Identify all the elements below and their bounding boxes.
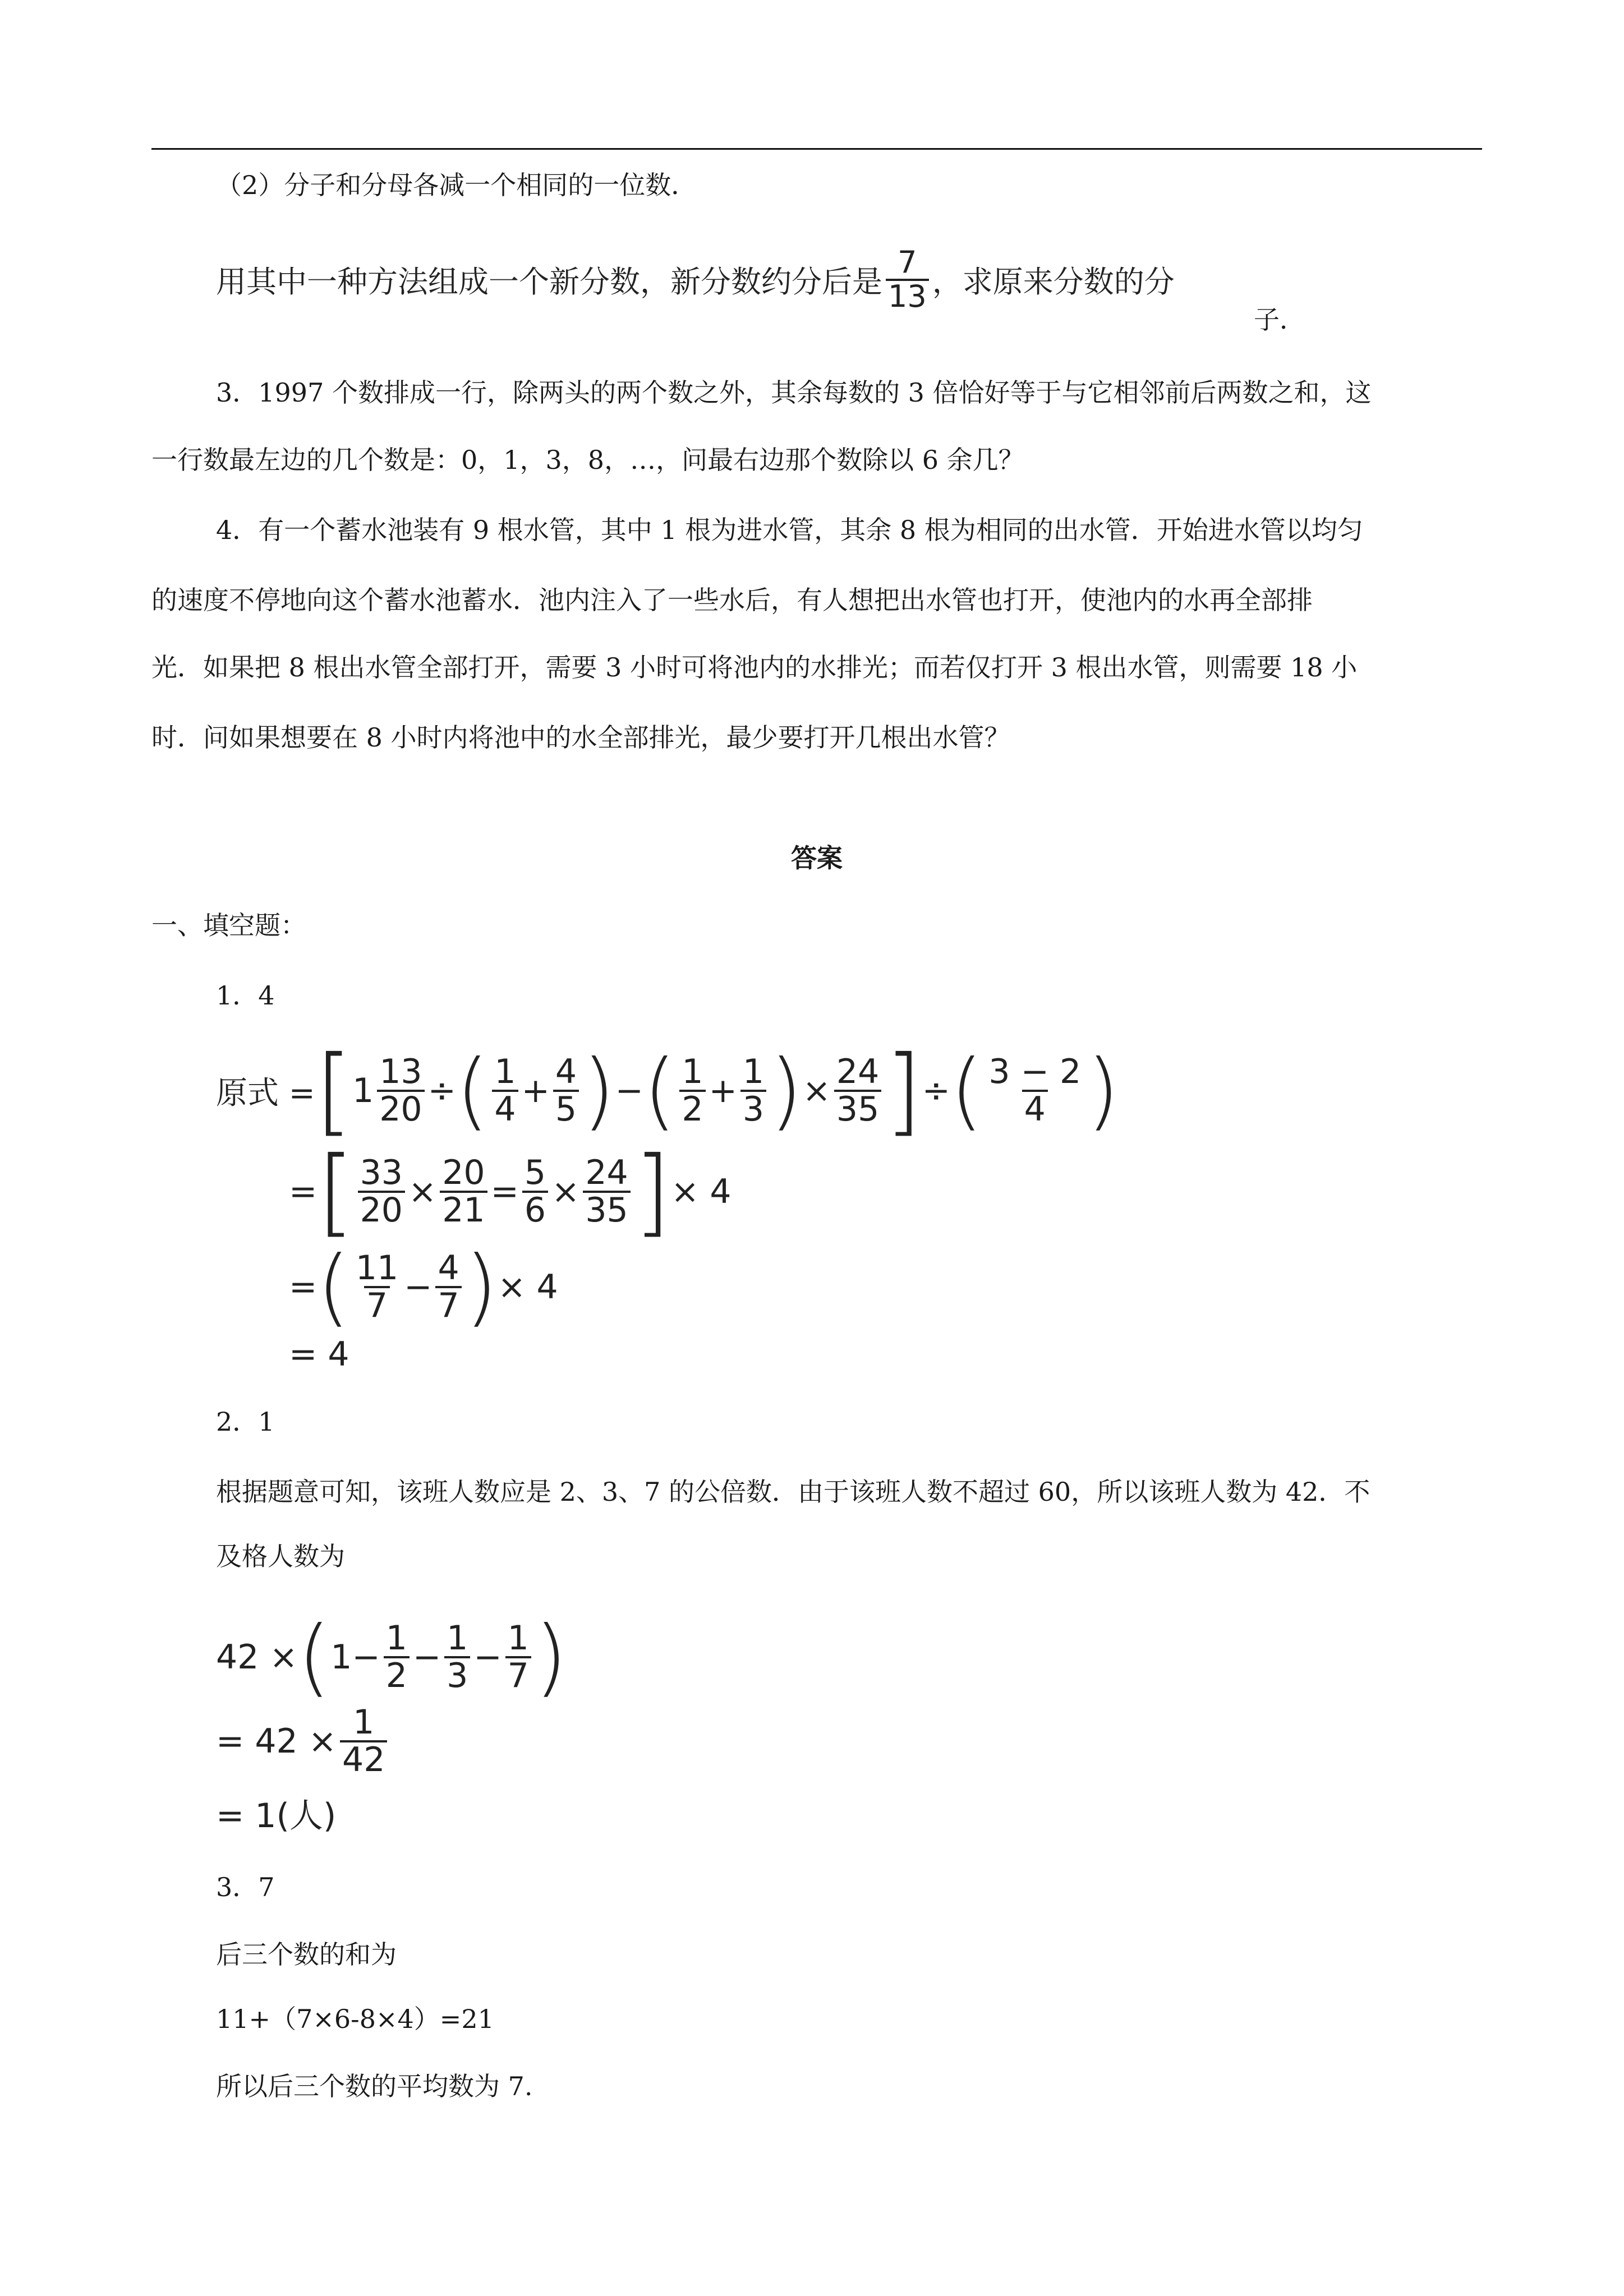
fraction-numerator: 1: [682, 1052, 703, 1091]
fraction-denominator: 5: [553, 1090, 579, 1127]
fraction-denominator: 20: [377, 1090, 424, 1127]
new-fraction-before: 用其中一种方法组成一个新分数，新分数约分后是: [216, 264, 882, 300]
fraction-denominator: 4: [1022, 1090, 1048, 1127]
minus-sign: −: [404, 1267, 433, 1307]
a1-eq1: 原式 = [ 1 $\frac{13}{20}$ ÷ ( $\frac{1}{4}$ + $\frac{4}{5}$ ) − ( $\frac{1}{2}$ + $\frac{1}{3}$ ) × $\frac{24}{35}$ ] ÷ ( $\frac{3 - 2}{4}$ ): [216, 1035, 1120, 1146]
fraction-denominator: 2: [384, 1656, 410, 1694]
header-rule: [151, 148, 1482, 150]
q4-line2: 的速度不停地向这个蓄水池蓄水．池内注入了一些水后，有人想把出水管也打开，使池内的水再全部排: [151, 585, 1313, 615]
a1-eq4: = 4: [289, 1335, 349, 1374]
fraction-denominator: 7: [435, 1286, 461, 1324]
fraction-denominator: 7: [505, 1656, 531, 1694]
a2-eq2: [216, 1705, 390, 1778]
fraction-numerator: 33: [360, 1153, 403, 1192]
fraction: [384, 1621, 410, 1694]
fraction: [340, 1705, 387, 1778]
a1-eq1-whole: 1: [352, 1071, 374, 1110]
a1-eq1-lhs: 原式 =: [216, 1075, 315, 1112]
fraction-denominator: 35: [583, 1191, 630, 1228]
fraction-numerator: 1: [742, 1052, 765, 1091]
q4-line1: 4．有一个蓄水池装有 9 根水管，其中 1 根为进水管，其余 8 根为相同的出水管．开始进水管以均匀: [216, 515, 1363, 545]
a1-eq2-tail: × 4: [671, 1172, 732, 1211]
fraction-numerator: 1: [447, 1619, 468, 1658]
new-fraction-den: 13: [886, 279, 929, 313]
divide-sign: ÷: [427, 1071, 456, 1110]
fraction-numerator: 4: [438, 1248, 459, 1288]
fraction: [377, 1054, 424, 1127]
fraction: [553, 1054, 579, 1127]
q4-line3: 光．如果把 8 根出水管全部打开，需要 3 小时可将池内的水排光；而若仅打开 3 根出水管，则需要 18 小: [151, 652, 1358, 683]
fraction-numerator: 5: [524, 1153, 546, 1192]
a2-eq1-lead: 42 ×: [216, 1638, 298, 1677]
times-sign: ×: [408, 1172, 437, 1211]
fraction: [353, 1248, 401, 1325]
fraction: [358, 1155, 405, 1228]
fraction-numerator: 24: [585, 1153, 628, 1192]
fraction-denominator: 2: [679, 1090, 705, 1127]
plus-sign: +: [709, 1071, 737, 1110]
new-fraction-after: ，求原来分数的分: [932, 264, 1175, 300]
times-sign: ×: [802, 1071, 831, 1110]
fraction-numerator: 11: [355, 1248, 399, 1288]
new-fraction-num: 7: [898, 245, 917, 280]
fraction-denominator: 6: [522, 1191, 548, 1228]
fraction-numerator: 13: [379, 1052, 422, 1091]
a3-label: 3．7: [216, 1872, 275, 1902]
a1-eq3: = ( $\frac{11}{7}$ − $\frac{4}{7}$ ) × 4: [289, 1238, 558, 1336]
fraction: [740, 1054, 766, 1127]
a2-eq2-lead: = 42 ×: [216, 1722, 337, 1761]
answer-title: 答案: [791, 843, 843, 873]
a1-label: 1．4: [216, 980, 275, 1011]
a3-line1: 后三个数的和为: [216, 1939, 397, 1970]
q3-line1: 3．1997 个数排成一行，除两头的两个数之外，其余每数的 3 倍恰好等于与它相邻前后两数之和，这: [216, 377, 1372, 408]
fraction-denominator: 20: [358, 1191, 405, 1228]
a1-eq2: = [ $\frac{33}{20}$ × $\frac{20}{21}$ = $\frac{5}{6}$ × $\frac{24}{35}$ ] × 4: [289, 1136, 732, 1247]
a2-eq1: 42 × ( 1 − $\frac{1}{2}$ − $\frac{1}{3}$ − $\frac{1}{7}$ ): [216, 1608, 568, 1706]
fraction-denominator: 4: [492, 1090, 518, 1127]
a3-line3: 所以后三个数的平均数为 7.: [216, 2071, 533, 2101]
equals-sign: =: [289, 1267, 318, 1307]
fraction-denominator: 7: [364, 1286, 390, 1324]
fraction: [986, 1054, 1083, 1127]
minus-sign: −: [412, 1638, 441, 1677]
fraction: [522, 1155, 548, 1228]
a2-text2: 及格人数为: [216, 1541, 345, 1571]
fraction-denominator: 42: [340, 1740, 387, 1778]
fraction-denominator: 3: [444, 1656, 470, 1694]
new-fraction-tail: 子．: [1254, 305, 1305, 335]
fraction-numerator: 4: [555, 1052, 577, 1091]
a1-eq3-tail: × 4: [498, 1267, 558, 1307]
fraction: [444, 1621, 470, 1694]
fraction: [583, 1155, 630, 1228]
fraction-numerator: 1: [507, 1619, 529, 1658]
fraction: [679, 1054, 705, 1127]
section1-heading: 一、填空题：: [151, 910, 306, 940]
fraction-numerator: 20: [442, 1153, 485, 1192]
equals-sign: =: [490, 1172, 519, 1211]
fraction-numerator: 24: [836, 1052, 880, 1091]
fraction-numerator: 3 − 2: [988, 1052, 1082, 1091]
a2-label: 2．1: [216, 1407, 275, 1437]
part2-text: （2）分子和分母各减一个相同的一位数．: [216, 170, 697, 200]
fraction-denominator: 35: [834, 1090, 881, 1127]
fraction: [440, 1155, 487, 1228]
a2-eq3: = 1(人): [216, 1796, 337, 1836]
new-fraction-line: [216, 247, 1175, 312]
plus-sign: +: [521, 1071, 550, 1110]
fraction-denominator: 3: [740, 1090, 766, 1127]
fraction-denominator: 21: [440, 1191, 487, 1228]
fraction-numerator: 1: [494, 1052, 516, 1091]
fraction: [834, 1054, 881, 1127]
fraction: [492, 1054, 518, 1127]
new-fraction-value: [886, 247, 929, 312]
a2-text1: 根据题意可知，该班人数应是 2、3、7 的公倍数．由于该班人数不超过 60，所以该班人数为 42．不: [216, 1477, 1370, 1507]
minus-sign: −: [473, 1638, 502, 1677]
times-sign: ×: [551, 1172, 580, 1211]
fraction-numerator: 1: [385, 1619, 407, 1658]
fraction: [505, 1621, 531, 1694]
divide-sign: ÷: [922, 1071, 950, 1110]
fraction: [435, 1248, 461, 1325]
minus-sign: −: [352, 1638, 380, 1677]
minus-sign: −: [615, 1071, 643, 1110]
q4-line4: 时．问如果想要在 8 小时内将池中的水全部排光，最少要打开几根出水管？: [151, 722, 1010, 753]
a2-eq1-one: 1: [330, 1638, 352, 1677]
fraction-numerator: 1: [353, 1703, 375, 1742]
q3-line2: 一行数最左边的几个数是：0，1，3，8，…，问最右边那个数除以 6 余几？: [151, 445, 1024, 475]
a3-line2: 11+（7×6-8×4）=21: [216, 2004, 494, 2034]
equals-sign: =: [289, 1172, 318, 1211]
